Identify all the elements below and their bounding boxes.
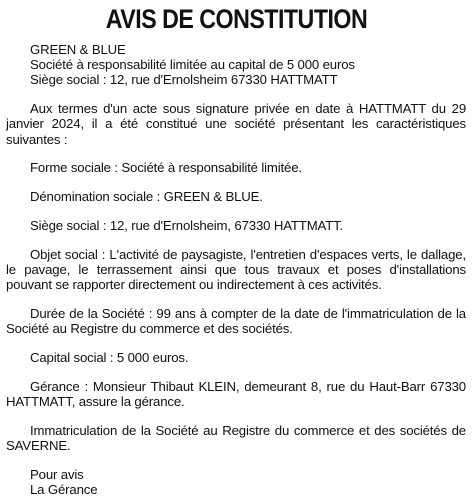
- company-legal-form: Société à responsabilité limitée au capital de 5 000 euros: [30, 57, 355, 73]
- paragraph-duree: Durée de la Société : 99 ans à compter de la date de l'immatriculation de la Société au Registre du commerce et des sociétés.: [6, 306, 466, 337]
- paragraph-siege: Siège social : 12, rue d'Ernolsheim, 67330 HATTMATT.: [30, 218, 344, 233]
- company-name: GREEN & BLUE: [30, 42, 126, 57]
- notice-title: AVIS DE CONSTITUTION: [105, 4, 368, 34]
- company-header: [6, 42, 466, 88]
- paragraph-forme: Forme sociale : Société à responsabilité limitée.: [30, 160, 302, 176]
- paragraph-immatriculation: Immatriculation de la Société au Registre du commerce et des sociétés de SAVERNE.: [6, 422, 466, 453]
- paragraph-intro: Aux termes d'un acte sous signature privée en date à HATTMATT du 29 janvier 2024, il a été constitué une société présentant les caractéristiques suivantes :: [6, 101, 466, 147]
- signature-gerance: La Gérance: [30, 482, 98, 497]
- signature-pour-avis: Pour avis: [30, 466, 84, 482]
- paragraph-gerance: Gérance : Monsieur Thibaut KLEIN, demeurant 8, rue du Haut-Barr 67330 HATTMATT, assure la gérance.: [6, 378, 466, 409]
- paragraph-objet: Objet social : L'activité de paysagiste, l'entretien d'espaces verts, le dallage, le pavage, le terrassement ainsi que tous travaux et poses d'installations pouvant se rapporter directement ou indirectement à ces activités.: [6, 246, 466, 293]
- signature-block: [6, 467, 466, 497]
- notice-body: [6, 42, 466, 497]
- company-address: Siège social : 12, rue d'Ernolsheim 67330 HATTMATT: [30, 72, 338, 88]
- paragraph-capital: Capital social : 5 000 euros.: [30, 350, 189, 365]
- paragraph-denomination: Dénomination sociale : GREEN & BLUE.: [30, 189, 263, 205]
